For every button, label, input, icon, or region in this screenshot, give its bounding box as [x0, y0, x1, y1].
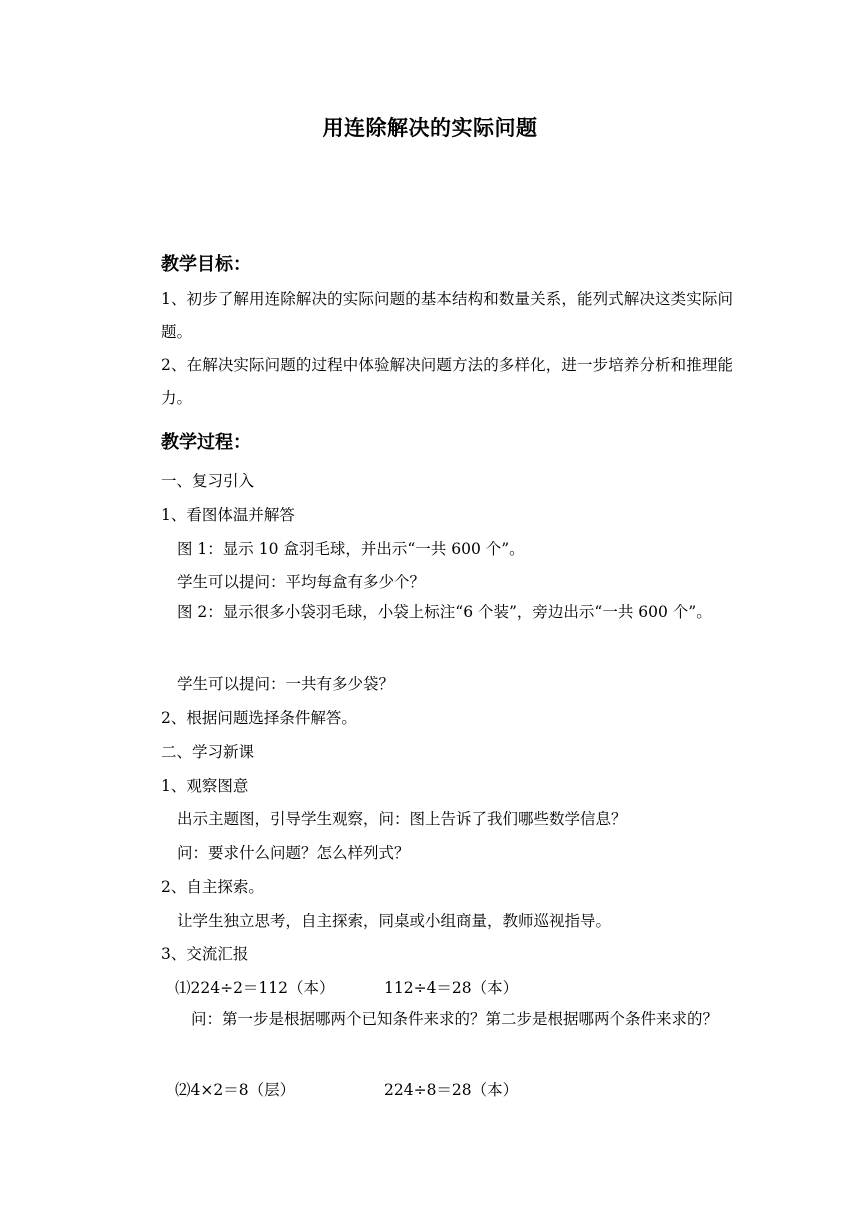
equation-1a: ⑴224÷2＝112（本） — [175, 979, 335, 997]
section-1-heading: 一、复习引入 — [161, 472, 255, 490]
section-2-item-1: 1、观察图意 — [161, 777, 249, 795]
goals-heading: 教学目标： — [161, 254, 251, 275]
document-title: 用连除解决的实际问题 — [322, 116, 538, 140]
equation-1b: 112÷4＝28（本） — [384, 979, 519, 997]
section-1-item-1: 1、看图体温并解答 — [161, 506, 295, 524]
observe-text: 出示主题图，引导学生观察，问：图上告诉了我们哪些数学信息？ — [177, 810, 627, 828]
question-2-text: 学生可以提问：一共有多少袋？ — [177, 675, 395, 693]
goal-1: 1、初步了解用连除解决的实际问题的基本结构和数量关系，能列式解决这类实际问题。 — [161, 290, 733, 341]
process-heading: 教学过程： — [161, 432, 251, 453]
section-1-item-2: 2、根据问题选择条件解答。 — [161, 709, 357, 727]
explore-text: 让学生独立思考，自主探索，同桌或小组商量，教师巡视指导。 — [177, 912, 612, 930]
question-3-text: 问：第一步是根据哪两个已知条件来求的？第二步是根据哪两个条件来求的？ — [191, 1010, 719, 1028]
goal-2: 2、在解决实际问题的过程中体验解决问题方法的多样化，进一步培养分析和推理能力。 — [161, 356, 733, 407]
figure-1-text: 图 1：显示 10 盒羽毛球，并出示“一共 600 个”。 — [177, 540, 525, 558]
equation-2a: ⑵4×2＝8（层） — [175, 1081, 296, 1099]
section-2-item-3: 3、交流汇报 — [161, 945, 249, 963]
equation-2b: 224÷8＝28（本） — [384, 1081, 519, 1099]
ask-text: 问：要求什么问题？怎么样列式？ — [177, 844, 410, 862]
question-1-text: 学生可以提问：平均每盒有多少个？ — [177, 573, 426, 591]
section-2-heading: 二、学习新课 — [161, 743, 255, 761]
figure-2-text: 图 2：显示很多小袋羽毛球，小袋上标注“6 个装”，旁边出示“一共 600 个”。 — [177, 603, 712, 621]
section-2-item-2: 2、自主探索。 — [161, 878, 264, 896]
